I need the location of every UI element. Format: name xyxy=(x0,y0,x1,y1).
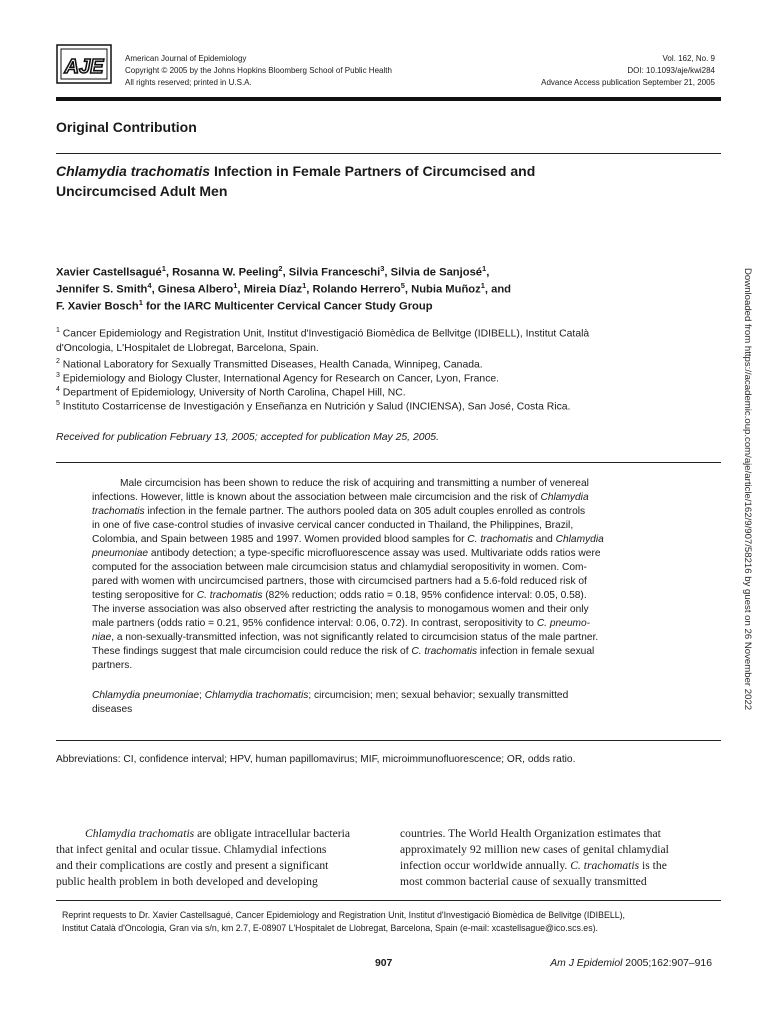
received-dates: Received for publication February 13, 2005; accepted for publication May 25, 2005. xyxy=(56,432,439,443)
abstract-line: trachomatis infection in the female partner. The authors pooled data on 305 adult couples enrolled as controls xyxy=(92,506,586,517)
abstract-line: These findings suggest that male circumcision could reduce the risk of C. trachomatis infection in female sexual xyxy=(92,646,595,657)
section-label: Original Contribution xyxy=(56,119,197,135)
body-right-line: approximately 92 million new cases of genital chlamydial xyxy=(400,843,669,856)
body-left-line: Chlamydia trachomatis are obligate intracellular bacteria xyxy=(85,827,350,840)
journal-citation: Am J Epidemiol 2005;162:907–916 xyxy=(550,958,712,969)
abstract-line: pared with women with uncircumcised partners, those with circumcised partners had a 5.6-fold reduced risk of xyxy=(92,576,587,587)
journal-name: American Journal of Epidemiology xyxy=(125,54,247,63)
article-title-line-2: Uncircumcised Adult Men xyxy=(56,183,228,199)
doi-line: DOI: 10.1093/aje/kwi284 xyxy=(627,66,715,75)
body-right-line: infection occur worldwide annually. C. trachomatis is the xyxy=(400,859,667,872)
body-right-line: countries. The World Health Organization estimates that xyxy=(400,827,661,840)
page-number: 907 xyxy=(375,958,393,969)
affiliation-1: $^1$ Cancer Epidemiology and Registration Unit, Institut d'Investigació Biomèdica de Bellvitge (IDIBELL), Institut Català xyxy=(56,327,590,340)
authors-line-1: Xavier Castellsagué$^1$, Rosanna W. Peeling$^2$, Silvia Franceschi$^3$, Silvia de Sanjosé$^1$, xyxy=(56,264,490,279)
abstract-line: pneumoniae antibody detection; a type-specific microfluorescence assay was used. Multivariate odds ratios were xyxy=(92,548,601,559)
abstract-line: testing seropositive for C. trachomatis (82% reduction; odds ratio = 0.18, 95% confidence interval: 0.05, 0.58). xyxy=(92,590,587,601)
authors-line-3: F. Xavier Bosch$^1$ for the IARC Multicenter Cervical Cancer Study Group xyxy=(56,298,433,313)
affiliation-2: $^2$ National Laboratory for Sexually Transmitted Diseases, Health Canada, Winnipeg, Canada. xyxy=(56,358,483,371)
abbreviations: Abbreviations: CI, confidence interval; HPV, human papillomavirus; MIF, microimmunofluorescence; OR, odds ratio. xyxy=(56,754,576,765)
body-left-line: that infect genital and ocular tissue. Chlamydial infections xyxy=(56,843,327,856)
abstract-line: computed for the association between male circumcision status and chlamydial seropositivity in women. Com- xyxy=(92,562,587,573)
abstract-line: infections. However, little is known about the association between male circumcision and the risk of Chlamydia xyxy=(92,492,589,503)
keywords-line-2: diseases xyxy=(92,704,133,715)
abstract-line: male partners (odds ratio = 0.21, 95% confidence interval: 0.06, 0.72). In contrast, seropositivity to C. pneumo- xyxy=(92,618,591,629)
volume-line: Vol. 162, No. 9 xyxy=(662,54,715,63)
affiliation-3: $^3$ Epidemiology and Biology Cluster, International Agency for Research on Cancer, Lyon, France. xyxy=(56,372,500,385)
download-notice: Downloaded from https://academic.oup.com/aje/article/162/9/907/58216 by guest on 26 November 2022 xyxy=(742,268,753,711)
journal-logo xyxy=(56,44,112,84)
title-rule xyxy=(56,153,721,154)
abstract-line: Male circumcision has been shown to reduce the risk of acquiring and transmitting a number of venereal xyxy=(120,478,589,489)
advance-access-line: Advance Access publication September 21, 2005 xyxy=(541,78,715,87)
body-left-line: and their complications are costly and present a significant xyxy=(56,859,329,872)
article-title-line-1: Chlamydia trachomatis Infection in Female Partners of Circumcised and xyxy=(56,163,536,179)
abstract-line: niae, a non-sexually-transmitted infection, was not significantly related to circumcision status of the male partner. xyxy=(92,632,599,643)
copyright-line: Copyright © 2005 by the Johns Hopkins Bloomberg School of Public Health xyxy=(125,66,392,75)
abstract-rule-top xyxy=(56,462,721,463)
keywords-line-1: Chlamydia pneumoniae; Chlamydia trachomatis; circumcision; men; sexual behavior; sexually transmitted xyxy=(92,690,569,701)
abstract-line: partners. xyxy=(92,660,133,671)
logo-letters: AJE xyxy=(64,56,104,78)
affiliation-4: $^4$ Department of Epidemiology, University of North Carolina, Chapel Hill, NC. xyxy=(56,386,406,399)
rights-line: All rights reserved; printed in U.S.A. xyxy=(125,78,252,87)
abstract-rule-bottom xyxy=(56,740,721,741)
footnote-rule xyxy=(56,900,721,901)
body-left-line: public health problem in both developed and developing xyxy=(56,875,318,888)
affiliation-5: $^5$ Instituto Costarricense de Investigación y Enseñanza en Nutrición y Salud (INCIENSA), San José, Costa Rica. xyxy=(56,400,571,413)
abstract-line: Colombia, and Spain between 1985 and 1997. Women provided blood samples for C. trachomatis and Chlamydia xyxy=(92,534,604,545)
abstract-line: in one of five case-control studies of invasive cervical cancer conducted in Thailand, the Philippines, Brazil, xyxy=(92,520,574,531)
body-right-line: most common bacterial cause of sexually transmitted xyxy=(400,875,647,888)
affiliation-1-cont: d'Oncologia, L'Hospitalet de Llobregat, Barcelona, Spain. xyxy=(56,343,319,354)
abstract-line: The inverse association was also observed after restricting the analysis to monogamous women and their only xyxy=(92,604,589,615)
reprint-request-line-2: Institut Català d'Oncologia, Gran via s/n, km 2.7, E-08907 L'Hospitalet de Llobregat, Barcelona, Spain (e-mail: xcastellsague@ico.scs.es). xyxy=(62,923,598,933)
authors-line-2: Jennifer S. Smith$^4$, Ginesa Albero$^1$, Mireia Díaz$^1$, Rolando Herrero$^5$, Nubia Muñoz$^1$, and xyxy=(56,281,512,296)
header-rule xyxy=(56,97,721,101)
reprint-request-line-1: Reprint requests to Dr. Xavier Castellsagué, Cancer Epidemiology and Registration Unit, Institut d'Investigació Biomèdica de Bellvitge (IDIBELL), xyxy=(62,910,626,920)
